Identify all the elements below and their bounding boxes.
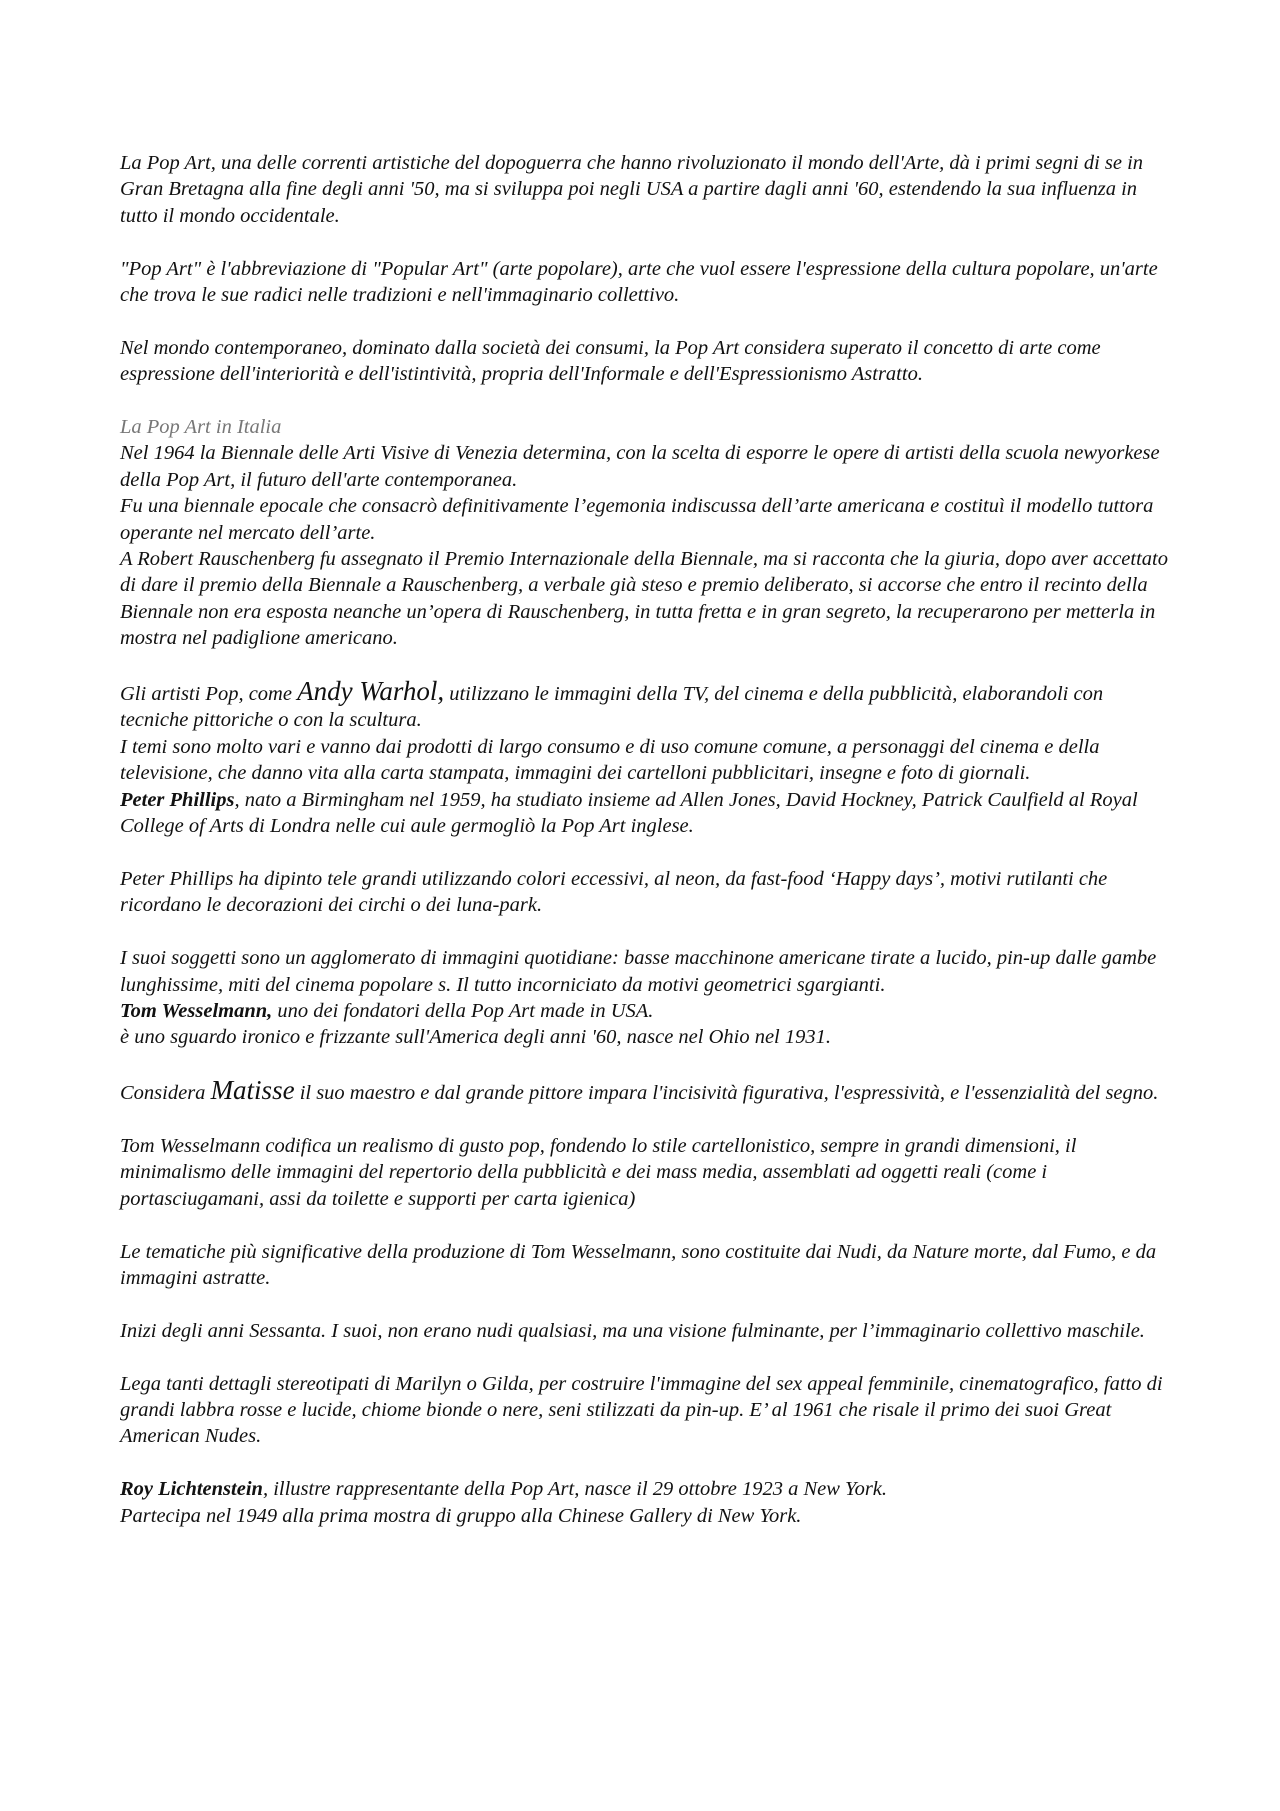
paragraph-chinese-gallery: Partecipa nel 1949 alla prima mostra di gruppo alla Chinese Gallery di New York. (120, 1504, 802, 1527)
paragraph-biennale-1964: Nel 1964 la Biennale delle Arti Visive di Venezia determina, con la scelta di esporre le opere di artisti della scuola newyorkese della Pop Art, il futuro dell'arte contemporanea. (120, 442, 1160, 491)
paragraph-wesselmann-realismo: Tom Wesselmann codifica un realismo di gusto pop, fondendo lo stile cartellonistico, sempre in grandi dimensioni, il minimalismo delle immagini del repertorio della pubblicità e dei mass media, assemblati ad oggetti reali (come i portasciugamani, assi da toilette e supporti per carta igienica) (120, 1134, 1077, 1210)
text-segment: , illustre rappresentante della Pop Art, nasce il 29 ottobre 1923 a New York. (262, 1478, 888, 1501)
document-body (120, 150, 1170, 1529)
paragraph-wesselmann-america: è uno sguardo ironico e frizzante sull'America degli anni '60, nasce nel Ohio nel 1931. (120, 1026, 832, 1049)
artist-name-wesselmann: Tom Wesselmann, (120, 999, 273, 1022)
paragraph-marilyn-gilda: Lega tanti dettagli stereotipati di Marilyn o Gilda, per costruire l'immagine del sex appeal femminile, cinematografico, fatto di grandi labbra rosse e lucide, chiome bionde o nere, seni stilizzati da pin-up. E’ al 1961 che risale il primo dei suoi Great American Nudes. (120, 1372, 1163, 1448)
paragraph-intro: La Pop Art, una delle correnti artistiche del dopoguerra che hanno rivoluzionato il mondo dell'Arte, dà i primi segni di se in Gran Bretagna alla fine degli anni '50, ma si sviluppa poi negli USA a partire dagli anni '60, estendendo la sua influenza in tutto il mondo occidentale. (120, 152, 1144, 227)
artist-name-matisse: Matisse (210, 1075, 295, 1106)
paragraph-temi: I temi sono molto vari e vanno dai prodotti di largo consumo e di uso comune comune, a personaggi del cinema e della televisione, che danno vita alla carta stampata, immagini dei cartelloni pubblicitari, insegne e foto di giornali. (120, 735, 1100, 785)
paragraph-phillips-soggetti: I suoi soggetti sono un agglomerato di immagini quotidiane: basse macchinone americane tirate a lucido, pin-up dalle gambe lunghissime, miti del cinema popolare s. Il tutto incorniciato da motivi geometrici sgargianti. (120, 947, 1157, 996)
paragraph-artisti-pop (120, 678, 1170, 734)
paragraph-biennale-epocale: Fu una biennale epocale che consacrò definitivamente l’egemonia indiscussa dell’arte americana e costituì il modello tuttora operante nel mercato dell’arte. (120, 495, 1154, 544)
paragraph-rauschenberg: A Robert Rauschenberg fu assegnato il Premio Internazionale della Biennale, ma si racconta che la giuria, dopo aver accettato di dare il premio della Biennale a Rauschenberg, a verbale già steso e premio deliberato, si accorse che entro il recinto della Biennale non era esposta neanche un’opera di Rauschenberg, in tutta fretta e in gran segreto, la recuperarono per metterla in mostra nel padiglione americano. (120, 548, 1168, 650)
artist-name-phillips: Peter Phillips (120, 788, 235, 811)
section-heading-pop-art-italia: La Pop Art in Italia (120, 416, 282, 439)
text-segment: uno dei fondatori della Pop Art made in USA. (272, 999, 654, 1022)
text-segment: Gli artisti Pop, come (120, 683, 298, 706)
paragraph-pop-art-definition: "Pop Art" è l'abbreviazione di "Popular Art" (arte popolare), arte che vuol essere l'espressione della cultura popolare, un'arte che trova le sue radici nelle tradizioni e nell'immaginario collettivo. (120, 257, 1158, 307)
text-segment: , nato a Birmingham nel 1959, ha studiato insieme ad Allen Jones, David Hockney, Patrick Caulfield al Royal College of Arts di Londra nelle cui aule germogliò la Pop Art inglese. (120, 788, 1138, 838)
paragraph-tom-wesselmann (120, 998, 1170, 1024)
paragraph-wesselmann-tematiche: Le tematiche più significative della produzione di Tom Wesselmann, sono costituite dai Nudi, da Nature morte, dal Fumo, e da immagini astratte. (120, 1240, 1157, 1289)
text-segment: Considera (120, 1082, 211, 1105)
paragraph-contemporary-world: Nel mondo contemporaneo, dominato dalla società dei consumi, la Pop Art considera superato il concetto di arte come espressione dell'interiorità e dell'istintività, propria dell'Informale e dell'Espressionismo Astratto. (120, 336, 1101, 386)
paragraph-roy-lichtenstein (120, 1476, 1170, 1502)
text-segment: utilizzano le immagini della TV, del cinema e della pubblicità, elaborandoli con tecniche pittoriche o con la scultura. (120, 683, 1104, 732)
paragraph-peter-phillips (120, 787, 1170, 840)
artist-name-warhol: Andy Warhol, (297, 676, 445, 707)
paragraph-anni-sessanta: Inizi degli anni Sessanta. I suoi, non erano nudi qualsiasi, ma una visione fulminante, per l’immaginario collettivo maschile. (120, 1319, 1145, 1342)
text-segment: il suo maestro e dal grande pittore impara l'incisività figurativa, l'espressività, e l'essenzialità del segno. (294, 1082, 1159, 1105)
paragraph-matisse (120, 1077, 1170, 1106)
artist-name-lichtenstein: Roy Lichtenstein (120, 1478, 263, 1501)
paragraph-phillips-tele: Peter Phillips ha dipinto tele grandi utilizzando colori eccessivi, al neon, da fast-food ‘Happy days’, motivi rutilanti che ricordano le decorazioni dei circhi o dei luna-park. (120, 867, 1108, 917)
